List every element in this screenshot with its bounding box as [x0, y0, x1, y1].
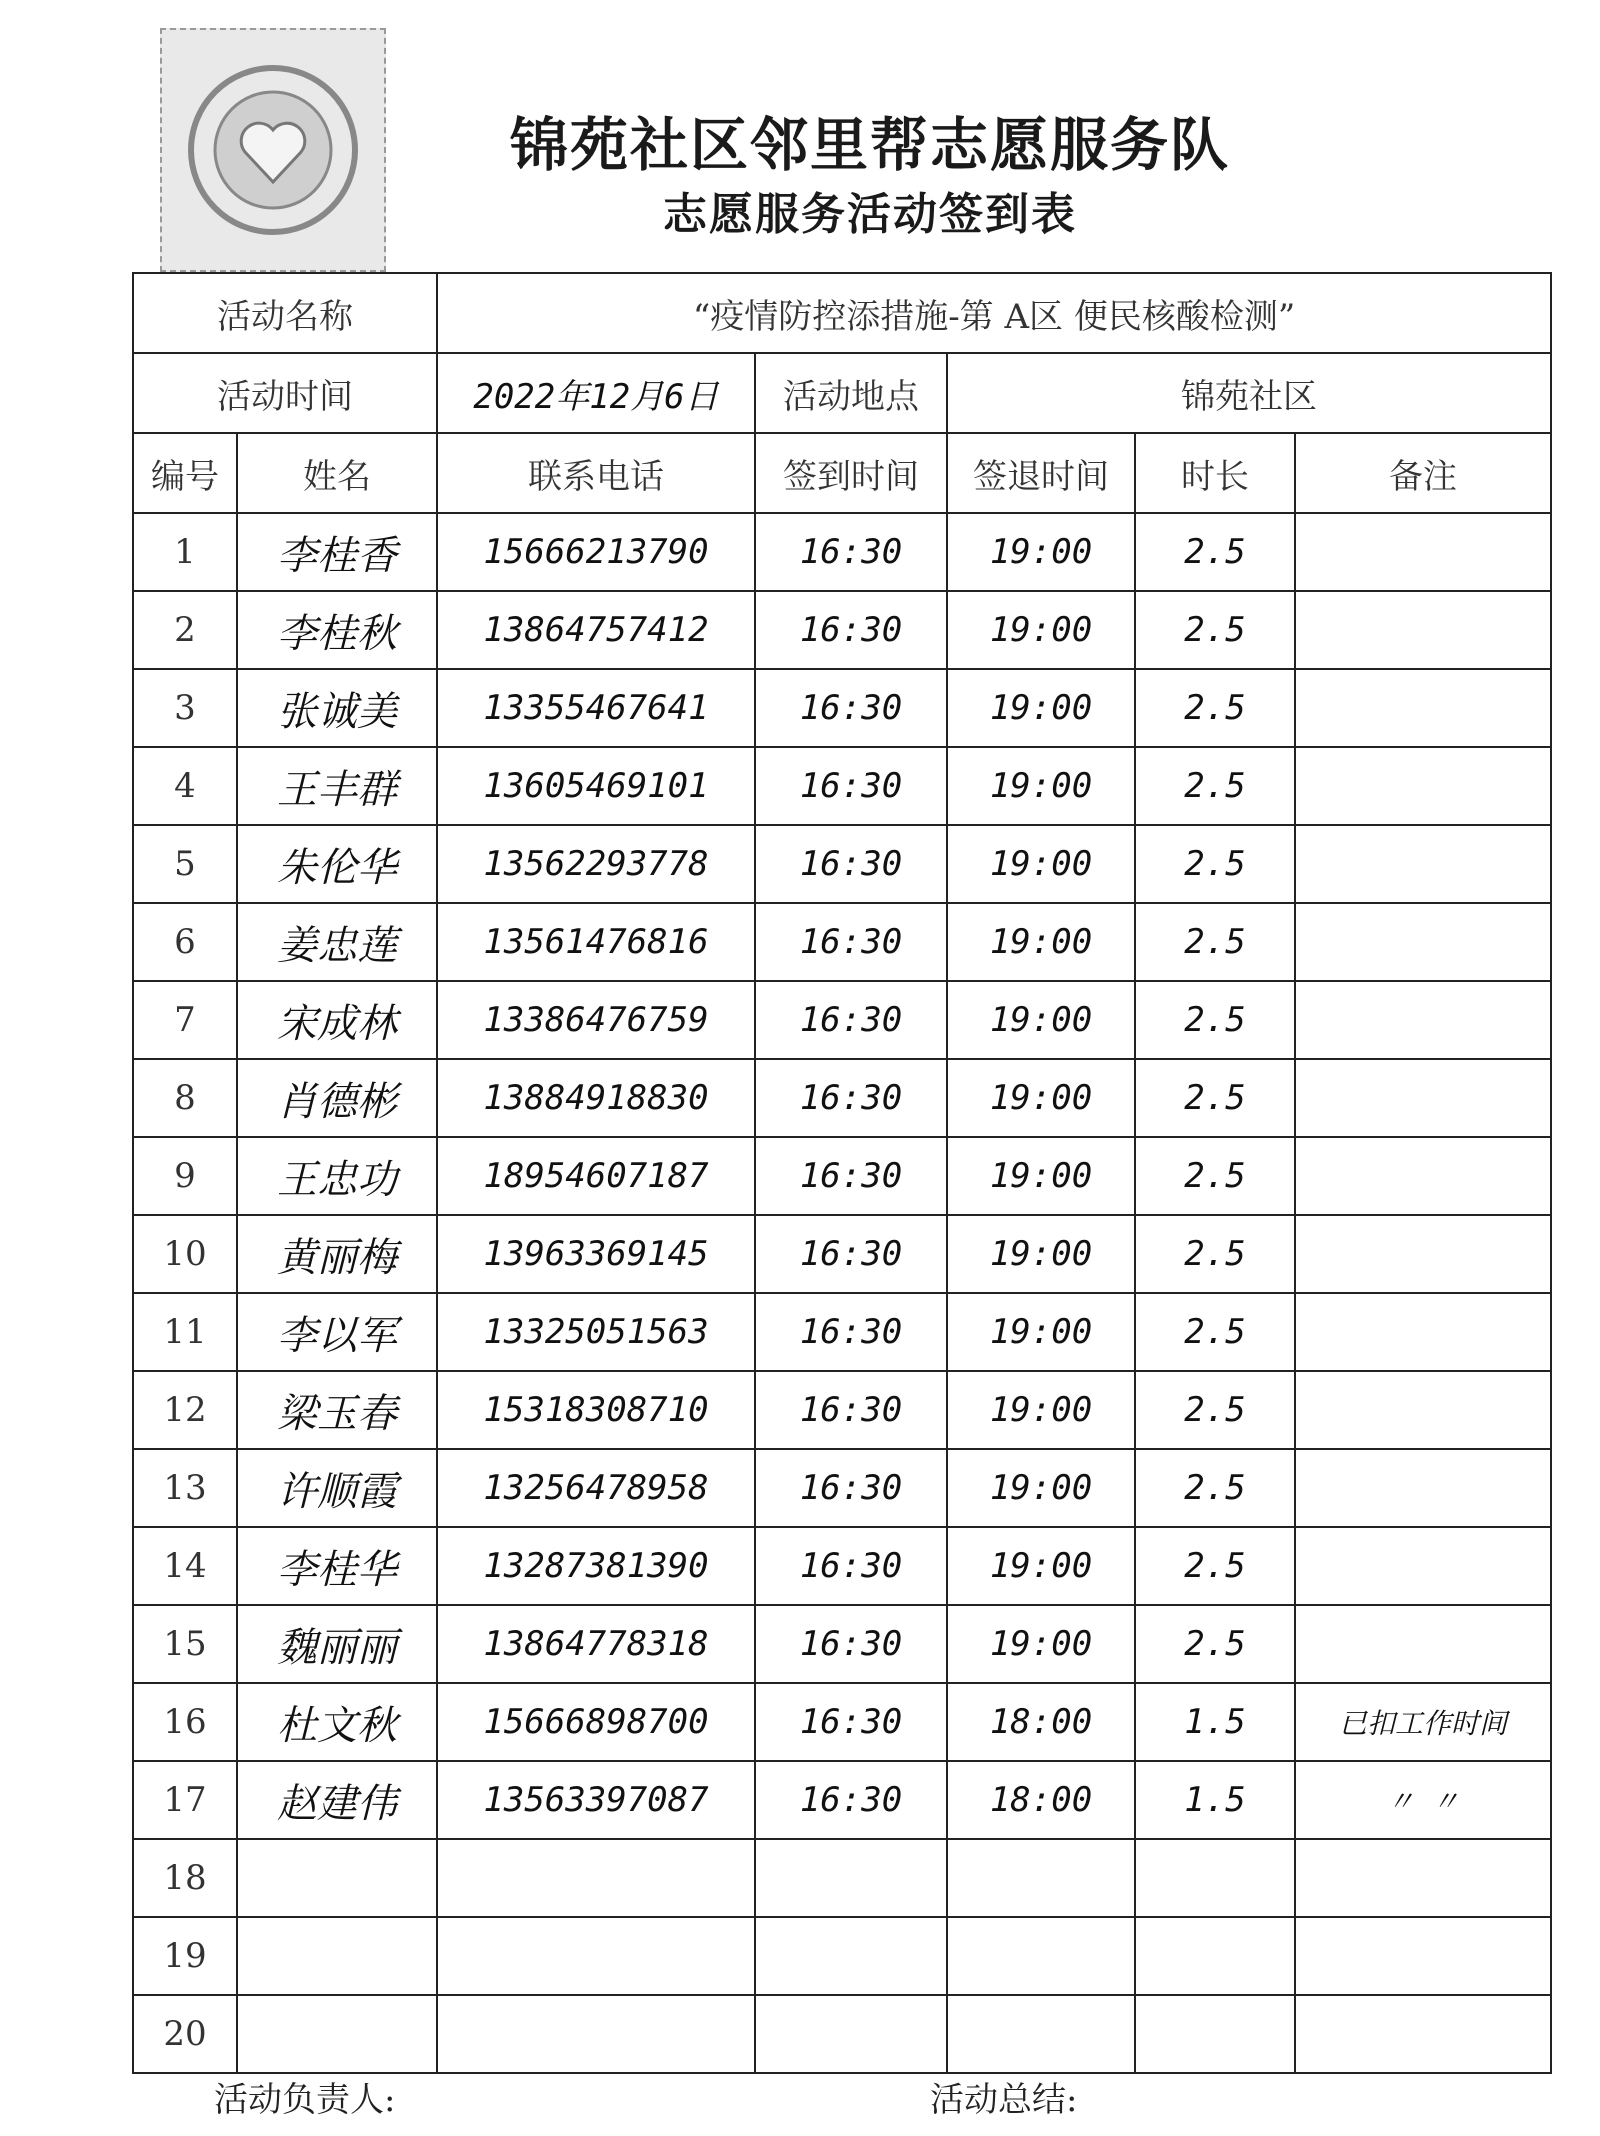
remarks: [1295, 1215, 1551, 1293]
row-number: 14: [133, 1527, 237, 1605]
column-header-phone: 联系电话: [437, 433, 755, 513]
row-number: 16: [133, 1683, 237, 1761]
table-row: [133, 747, 1551, 825]
duration-hours: 2.5: [1135, 669, 1295, 747]
row-number: 9: [133, 1137, 237, 1215]
sign-out-time: 19:00: [947, 1449, 1135, 1527]
volunteer-name: 杜文秋: [237, 1683, 437, 1761]
remarks: [1295, 981, 1551, 1059]
sign-in-time: 16:30: [755, 1137, 947, 1215]
volunteer-name: 朱伦华: [237, 825, 437, 903]
activity-time-label: 活动时间: [133, 353, 437, 433]
table-row: [133, 1839, 1551, 1917]
activity-name-row: [133, 273, 1551, 353]
volunteer-name: 李桂华: [237, 1527, 437, 1605]
phone-number: 13864757412: [437, 591, 755, 669]
column-header-number: 编号: [133, 433, 237, 513]
sign-out-time: 18:00: [947, 1683, 1135, 1761]
activity-place-label: 活动地点: [755, 353, 947, 433]
table-row: [133, 1917, 1551, 1995]
phone-number: [437, 1839, 755, 1917]
remarks: [1295, 1839, 1551, 1917]
table-row: [133, 1137, 1551, 1215]
table-row: [133, 1605, 1551, 1683]
table-row: [133, 1527, 1551, 1605]
remarks: [1295, 1371, 1551, 1449]
sign-in-time: 16:30: [755, 1449, 947, 1527]
volunteer-name: 张诚美: [237, 669, 437, 747]
sign-out-time: [947, 1995, 1135, 2073]
volunteer-name: 梁玉春: [237, 1371, 437, 1449]
duration-hours: 2.5: [1135, 1527, 1295, 1605]
sign-in-time: 16:30: [755, 1059, 947, 1137]
activity-time-value: 2022年12月6日: [437, 353, 755, 433]
activity-time-row: [133, 353, 1551, 433]
table-row: [133, 1215, 1551, 1293]
sign-in-time: 16:30: [755, 513, 947, 591]
row-number: 17: [133, 1761, 237, 1839]
volunteer-name: 李以军: [237, 1293, 437, 1371]
sign-in-time: 16:30: [755, 591, 947, 669]
row-number: 11: [133, 1293, 237, 1371]
remarks: [1295, 591, 1551, 669]
row-number: 8: [133, 1059, 237, 1137]
sign-out-time: 19:00: [947, 1215, 1135, 1293]
duration-hours: 2.5: [1135, 981, 1295, 1059]
column-header-duration: 时长: [1135, 433, 1295, 513]
volunteer-name: 肖德彬: [237, 1059, 437, 1137]
activity-name-value: “疫情防控添措施-第 A区 便民核酸检测”: [437, 273, 1551, 353]
sign-out-time: [947, 1917, 1135, 1995]
sign-out-time: 19:00: [947, 1059, 1135, 1137]
volunteer-name: [237, 1995, 437, 2073]
phone-number: 13605469101: [437, 747, 755, 825]
phone-number: 13386476759: [437, 981, 755, 1059]
phone-number: [437, 1917, 755, 1995]
seal-heart-icon: [183, 60, 363, 240]
duration-hours: 2.5: [1135, 747, 1295, 825]
sign-out-time: 19:00: [947, 1605, 1135, 1683]
phone-number: 15666213790: [437, 513, 755, 591]
remarks: [1295, 1995, 1551, 2073]
sign-in-time: 16:30: [755, 669, 947, 747]
sign-in-time: 16:30: [755, 1761, 947, 1839]
phone-number: 13562293778: [437, 825, 755, 903]
volunteer-name: 魏丽丽: [237, 1605, 437, 1683]
sign-out-time: 19:00: [947, 981, 1135, 1059]
volunteer-name: 姜忠莲: [237, 903, 437, 981]
duration-hours: 2.5: [1135, 903, 1295, 981]
volunteer-name: 宋成林: [237, 981, 437, 1059]
table-row: [133, 1683, 1551, 1761]
table-row: [133, 669, 1551, 747]
duration-hours: 1.5: [1135, 1683, 1295, 1761]
sign-in-table: [132, 272, 1552, 2074]
duration-hours: 2.5: [1135, 1371, 1295, 1449]
table-row: [133, 1371, 1551, 1449]
remarks: [1295, 825, 1551, 903]
volunteer-name: 许顺霞: [237, 1449, 437, 1527]
duration-hours: 2.5: [1135, 513, 1295, 591]
sign-in-time: 16:30: [755, 903, 947, 981]
sign-out-time: 19:00: [947, 747, 1135, 825]
row-number: 12: [133, 1371, 237, 1449]
row-number: 4: [133, 747, 237, 825]
remarks: [1295, 513, 1551, 591]
volunteer-name: 黄丽梅: [237, 1215, 437, 1293]
duration-hours: 2.5: [1135, 1605, 1295, 1683]
table-row: [133, 981, 1551, 1059]
volunteer-name: 赵建伟: [237, 1761, 437, 1839]
duration-hours: 2.5: [1135, 1137, 1295, 1215]
document-title: 锦苑社区邻里帮志愿服务队: [509, 111, 1230, 179]
column-header-name: 姓名: [237, 433, 437, 513]
table-row: [133, 1761, 1551, 1839]
volunteer-name: 王丰群: [237, 747, 437, 825]
activity-place-value: 锦苑社区: [947, 353, 1551, 433]
sign-out-time: 19:00: [947, 591, 1135, 669]
sign-in-time: 16:30: [755, 1293, 947, 1371]
table-row: [133, 1293, 1551, 1371]
phone-number: 13963369145: [437, 1215, 755, 1293]
remarks: [1295, 1137, 1551, 1215]
remarks: [1295, 747, 1551, 825]
duration-hours: 2.5: [1135, 1293, 1295, 1371]
organization-seal-image: [160, 28, 386, 272]
activity-leader-label: 活动负责人:: [214, 2080, 396, 2120]
remarks: 〃 〃: [1295, 1761, 1551, 1839]
volunteer-name: [237, 1839, 437, 1917]
sign-in-time: 16:30: [755, 1215, 947, 1293]
remarks: 已扣工作时间: [1295, 1683, 1551, 1761]
row-number: 1: [133, 513, 237, 591]
row-number: 6: [133, 903, 237, 981]
phone-number: [437, 1995, 755, 2073]
sign-in-time: 16:30: [755, 981, 947, 1059]
phone-number: 13884918830: [437, 1059, 755, 1137]
phone-number: 13864778318: [437, 1605, 755, 1683]
sign-out-time: 19:00: [947, 513, 1135, 591]
phone-number: 15666898700: [437, 1683, 755, 1761]
volunteer-name: 李桂香: [237, 513, 437, 591]
duration-hours: 2.5: [1135, 1059, 1295, 1137]
sign-in-time: 16:30: [755, 1527, 947, 1605]
remarks: [1295, 1917, 1551, 1995]
sign-out-time: [947, 1839, 1135, 1917]
sign-in-time: 16:30: [755, 825, 947, 903]
column-header-sign-out: 签退时间: [947, 433, 1135, 513]
volunteer-name: 李桂秋: [237, 591, 437, 669]
table-row: [133, 1995, 1551, 2073]
column-header-remarks: 备注: [1295, 433, 1551, 513]
table-row: [133, 513, 1551, 591]
activity-name-label: 活动名称: [133, 273, 437, 353]
duration-hours: 2.5: [1135, 1449, 1295, 1527]
row-number: 2: [133, 591, 237, 669]
sign-in-time: [755, 1839, 947, 1917]
row-number: 10: [133, 1215, 237, 1293]
table-row: [133, 825, 1551, 903]
duration-hours: 2.5: [1135, 1215, 1295, 1293]
row-number: 5: [133, 825, 237, 903]
phone-number: 13287381390: [437, 1527, 755, 1605]
table-row: [133, 903, 1551, 981]
sign-in-time: 16:30: [755, 747, 947, 825]
sign-in-time: 16:30: [755, 1371, 947, 1449]
phone-number: 13325051563: [437, 1293, 755, 1371]
sign-out-time: 19:00: [947, 669, 1135, 747]
phone-number: 13563397087: [437, 1761, 755, 1839]
remarks: [1295, 1293, 1551, 1371]
remarks: [1295, 1605, 1551, 1683]
row-number: 7: [133, 981, 237, 1059]
row-number: 18: [133, 1839, 237, 1917]
phone-number: 18954607187: [437, 1137, 755, 1215]
sign-out-time: 19:00: [947, 903, 1135, 981]
row-number: 13: [133, 1449, 237, 1527]
volunteer-name: 王忠功: [237, 1137, 437, 1215]
sign-in-table-body: [133, 273, 1551, 2073]
sign-out-time: 19:00: [947, 1371, 1135, 1449]
remarks: [1295, 1449, 1551, 1527]
document-subtitle: 志愿服务活动签到表: [663, 189, 1077, 240]
table-row: [133, 1059, 1551, 1137]
phone-number: 13355467641: [437, 669, 755, 747]
column-header-sign-in: 签到时间: [755, 433, 947, 513]
duration-hours: [1135, 1995, 1295, 2073]
row-number: 20: [133, 1995, 237, 2073]
sign-out-time: 19:00: [947, 1293, 1135, 1371]
phone-number: 13256478958: [437, 1449, 755, 1527]
remarks: [1295, 669, 1551, 747]
sign-out-time: 18:00: [947, 1761, 1135, 1839]
duration-hours: [1135, 1839, 1295, 1917]
sign-in-time: [755, 1995, 947, 2073]
activity-summary-label: 活动总结:: [930, 2080, 1078, 2120]
duration-hours: [1135, 1917, 1295, 1995]
sign-in-time: 16:30: [755, 1683, 947, 1761]
column-header-row: [133, 433, 1551, 513]
remarks: [1295, 1059, 1551, 1137]
duration-hours: 2.5: [1135, 825, 1295, 903]
table-row: [133, 1449, 1551, 1527]
table-row: [133, 591, 1551, 669]
sign-out-time: 19:00: [947, 825, 1135, 903]
sign-in-time: 16:30: [755, 1605, 947, 1683]
row-number: 15: [133, 1605, 237, 1683]
duration-hours: 1.5: [1135, 1761, 1295, 1839]
phone-number: 15318308710: [437, 1371, 755, 1449]
duration-hours: 2.5: [1135, 591, 1295, 669]
sign-out-time: 19:00: [947, 1527, 1135, 1605]
row-number: 19: [133, 1917, 237, 1995]
sign-out-time: 19:00: [947, 1137, 1135, 1215]
remarks: [1295, 903, 1551, 981]
remarks: [1295, 1527, 1551, 1605]
row-number: 3: [133, 669, 237, 747]
sign-in-time: [755, 1917, 947, 1995]
phone-number: 13561476816: [437, 903, 755, 981]
volunteer-name: [237, 1917, 437, 1995]
